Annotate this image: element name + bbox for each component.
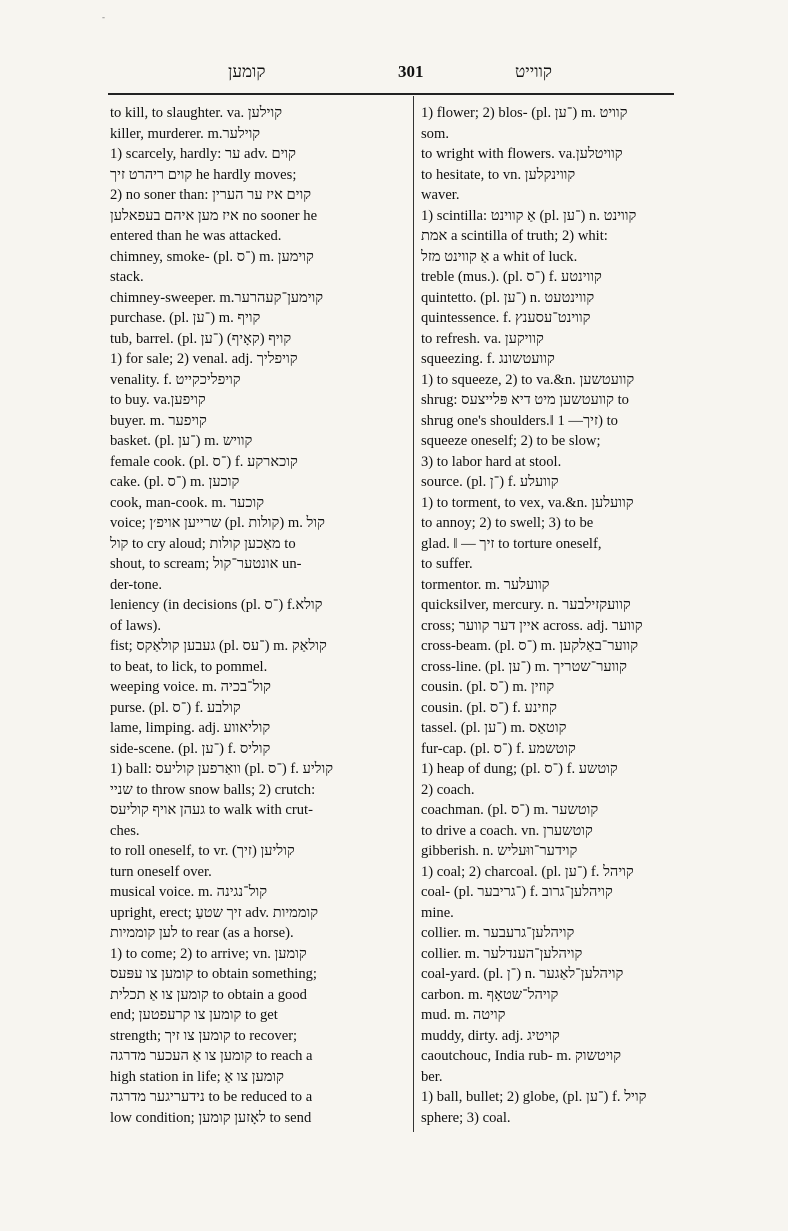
dictionary-line: cake. (pl. ־ס) m. קוכען [110, 474, 240, 490]
dictionary-line: to refresh. va. קוויקען [421, 330, 544, 347]
dictionary-line: quicksilver, mercury. n. קוועקזילבער [421, 597, 631, 613]
dictionary-line: ber. [421, 1068, 443, 1085]
dictionary-line: tassel. (pl. ־ען) m. קוטאַס [421, 720, 567, 736]
dictionary-line: killer, murderer. m.קוילער [110, 125, 261, 142]
dictionary-line: venality. f. קויפליכקייט [110, 371, 241, 388]
dictionary-line: som. [421, 125, 449, 142]
dictionary-line: 1) to come; 2) to arrive; vn. קומען [110, 945, 307, 962]
dictionary-line: glad. ‖ — זיך to torture oneself, [421, 535, 602, 552]
dictionary-line: squeeze oneself; 2) to be slow; [421, 433, 601, 449]
dictionary-line: cousin. (pl. ־ס) f. קוזינע [421, 699, 557, 716]
dictionary-line: 1) coal; 2) charcoal. (pl. ־ען) f. קויהל [421, 863, 634, 880]
dictionary-line: 2) coach. [421, 781, 475, 798]
dictionary-line: coachman. (pl. ־ס) m. קוטשער [421, 802, 599, 818]
dictionary-line: lame, limping. adj. קוליאווע [110, 720, 271, 736]
dictionary-line: to hesitate, to vn. קווינקלען [421, 166, 576, 183]
dictionary-line: 3) to labor hard at stool. [421, 453, 562, 470]
dictionary-line: squeezing. f. קוועטשונג [421, 351, 555, 367]
dictionary-line: to annoy; 2) to swell; 3) to be [421, 515, 594, 531]
dictionary-line: tub, barrel. (pl. ־ען) (קאָיף) קויף [110, 330, 292, 347]
dictionary-line: 1) to squeeze, 2) to va.&n. קוועטשען [421, 371, 635, 388]
dictionary-line: sphere; 3) coal. [421, 1109, 511, 1126]
dictionary-line: fist; געבען קולאַקס (pl. ־עס) m. קולאַק [110, 638, 327, 654]
dictionary-line: weeping voice. m. קול־בכיה [110, 679, 271, 695]
dictionary-line: איז מען איהם בעפאלען no sooner he [110, 207, 318, 224]
dictionary-line: shout, to scream; אונטער־קול un- [110, 556, 302, 572]
dictionary-line: to beat, to lick, to pommel. [110, 658, 268, 675]
dictionary-line: לען קוממיות to rear (as a horse). [110, 925, 294, 941]
dictionary-line: to suffer. [421, 556, 473, 572]
dictionary-line: carbon. m. קויהל־שטאָף [421, 986, 559, 1003]
dictionary-line: 2) no soner than: קוים איז ער הערין [110, 187, 312, 203]
dictionary-line: 1) scarcely, hardly: ער adv. קוים [110, 146, 296, 162]
dictionary-line: קוים ריהרט זיך he hardly moves; [110, 166, 297, 183]
dictionary-line: שניי to throw snow balls; 2) crutch: [110, 781, 316, 798]
dictionary-line: source. (pl. ־ן) f. קוועלע [421, 474, 559, 490]
dictionary-line: end; קומען צו קרעפטען to get [110, 1007, 278, 1023]
dictionary-line: chimney-sweeper. m.קוימען־קעהרער [110, 289, 324, 306]
dictionary-line: gibberish. n. קוידער־ווּעליש [421, 843, 578, 859]
dictionary-line: mud. m. קויטה [421, 1007, 506, 1023]
dictionary-line: to drive a coach. vn. קוטשערן [421, 822, 593, 839]
dictionary-line: קול to cry aloud; מאַכען קולות to [110, 535, 296, 552]
dictionary-line: to buy. va.קויפען [110, 392, 206, 408]
dictionary-line: tormentor. m. קוועלער [421, 576, 550, 593]
dictionary-line: shrug one's shoulders.‖ זיך— 1) to [421, 412, 618, 429]
dictionary-line: 1) for sale; 2) venal. adj. קויפליך [110, 351, 298, 367]
dictionary-line: 1) ball, bullet; 2) globe, (pl. ־ען) f. קויל [421, 1089, 647, 1105]
dictionary-line: cross-beam. (pl. ־ס) m. קווער־באַלקען [421, 638, 639, 654]
dictionary-line: coal-yard. (pl. ־ן) n. קויהלען־לאַגער [421, 966, 624, 982]
dictionary-line: quintessence. f. קווינט־עסענץ [421, 310, 591, 326]
dictionary-line: waver. [421, 187, 460, 203]
header-left-word: קומען [228, 62, 266, 81]
dictionary-line: purchase. (pl. ־ען) m. קויף [110, 310, 261, 326]
dictionary-line: chimney, smoke- (pl. ־ס) m. קוימען [110, 248, 314, 265]
dictionary-line: אמת a scintilla of truth; 2) whit: [421, 228, 608, 244]
dictionary-line: 1) ball: וואַרפען קוליעס (pl. ־ס) f. קוליע [110, 761, 334, 777]
dictionary-line: shrug: קוועטשען מיט דיא פּלייצעס to [421, 392, 629, 408]
dictionary-line: high station in life; קומען צו אַ [110, 1068, 284, 1085]
dictionary-line: voice; שרייען אויפ׳ן (pl. קולות) m. קול [110, 515, 325, 531]
margin-mark: - [102, 12, 105, 22]
dictionary-line: to roll oneself, to vr. (זיך) קוליען [110, 843, 295, 859]
dictionary-line: קומען צו עפּעס to obtain something; [110, 966, 317, 982]
dictionary-line: cook, man-cook. m. קוכער [110, 494, 265, 511]
dictionary-line: mine. [421, 904, 454, 921]
dictionary-line: strength; קומען צו זיך to recover; [110, 1027, 298, 1044]
left-column [110, 103, 406, 1128]
dictionary-line: low condition; לאָזען קומען to send [110, 1109, 312, 1126]
dictionary-line: treble (mus.). (pl. ־ס) f. קווינטע [421, 269, 602, 285]
column-divider [413, 96, 414, 1132]
dictionary-line: 1) to torment, to vex, va.&n. קוועלען [421, 494, 634, 511]
dictionary-line: קומען צו אַ העכער מדרגה to reach a [110, 1048, 313, 1064]
dictionary-line: 1) scintilla: אַ קווינט (pl. ־ען) n. קווינט [421, 207, 637, 224]
dictionary-line: to kill, to slaughter. va. קוילען [110, 105, 283, 121]
page-header [110, 62, 672, 88]
dictionary-line: female cook. (pl. ־ס) f. קוכארקע [110, 453, 298, 470]
dictionary-line: der-tone. [110, 576, 162, 593]
dictionary-line: collier. m. קויהלען־הענדלער [421, 945, 583, 962]
dictionary-line: fur-cap. (pl. ־ס) f. קוטשמע [421, 740, 576, 757]
dictionary-line: געהן אויף קוליעס to walk with crut- [110, 802, 313, 818]
dictionary-line: upright, erect; זיך שטעַ adv. קוממיות [110, 904, 319, 921]
dictionary-line: purse. (pl. ־ס) f. קולבע [110, 699, 241, 716]
dictionary-line: נידעריגער מדרגה to be reduced to a [110, 1089, 313, 1105]
dictionary-line: collier. m. קויהלען־גרעבער [421, 925, 575, 941]
dictionary-line: entered than he was attacked. [110, 228, 282, 244]
dictionary-line: basket. (pl. ־ען) m. קוויש [110, 433, 253, 449]
header-right-word: קווייט [515, 62, 552, 81]
dictionary-line: קומען צו אַ תכלית to obtain a good [110, 986, 307, 1003]
dictionary-line: leniency (in decisions (pl. ־ס) f.קולא [110, 597, 323, 613]
dictionary-line: stack. [110, 269, 144, 285]
dictionary-line: 1) heap of dung; (pl. ־ס) f. קוטשע [421, 761, 618, 777]
dictionary-line: of laws). [110, 617, 162, 634]
dictionary-line: אַ קווינט מזל a whit of luck. [421, 248, 578, 265]
dictionary-line: turn oneself over. [110, 863, 212, 880]
dictionary-line: cross; איין דער קווער across. adj. קווער [421, 617, 643, 634]
header-rule [108, 93, 674, 95]
dictionary-line: 1) flower; 2) blos- (pl. ־ען) m. קוויט [421, 105, 628, 121]
dictionary-line: coal- (pl. ־גריבער) f. קויהלען־גרוב [421, 884, 613, 900]
right-column [421, 103, 675, 1128]
dictionary-line: muddy, dirty. adj. קויטיג [421, 1027, 560, 1044]
page-number: 301 [398, 62, 424, 81]
dictionary-line: buyer. m. קויפער [110, 412, 207, 429]
dictionary-line: ches. [110, 822, 140, 839]
dictionary-line: musical voice. m. קול־נגינה [110, 884, 268, 900]
dictionary-line: cousin. (pl. ־ס) m. קוזין [421, 679, 555, 695]
dictionary-line: side-scene. (pl. ־ען) f. קוליס [110, 740, 271, 757]
dictionary-line: cross-line. (pl. ־ען) m. קווער־שטריך [421, 658, 627, 675]
dictionary-line: quintetto. (pl. ־ען) n. קווינטעט [421, 289, 595, 306]
dictionary-line: to wright with flowers. va.קוויטלען [421, 146, 623, 162]
dictionary-line: caoutchouc, India rub- m. קויטשוק [421, 1048, 622, 1064]
